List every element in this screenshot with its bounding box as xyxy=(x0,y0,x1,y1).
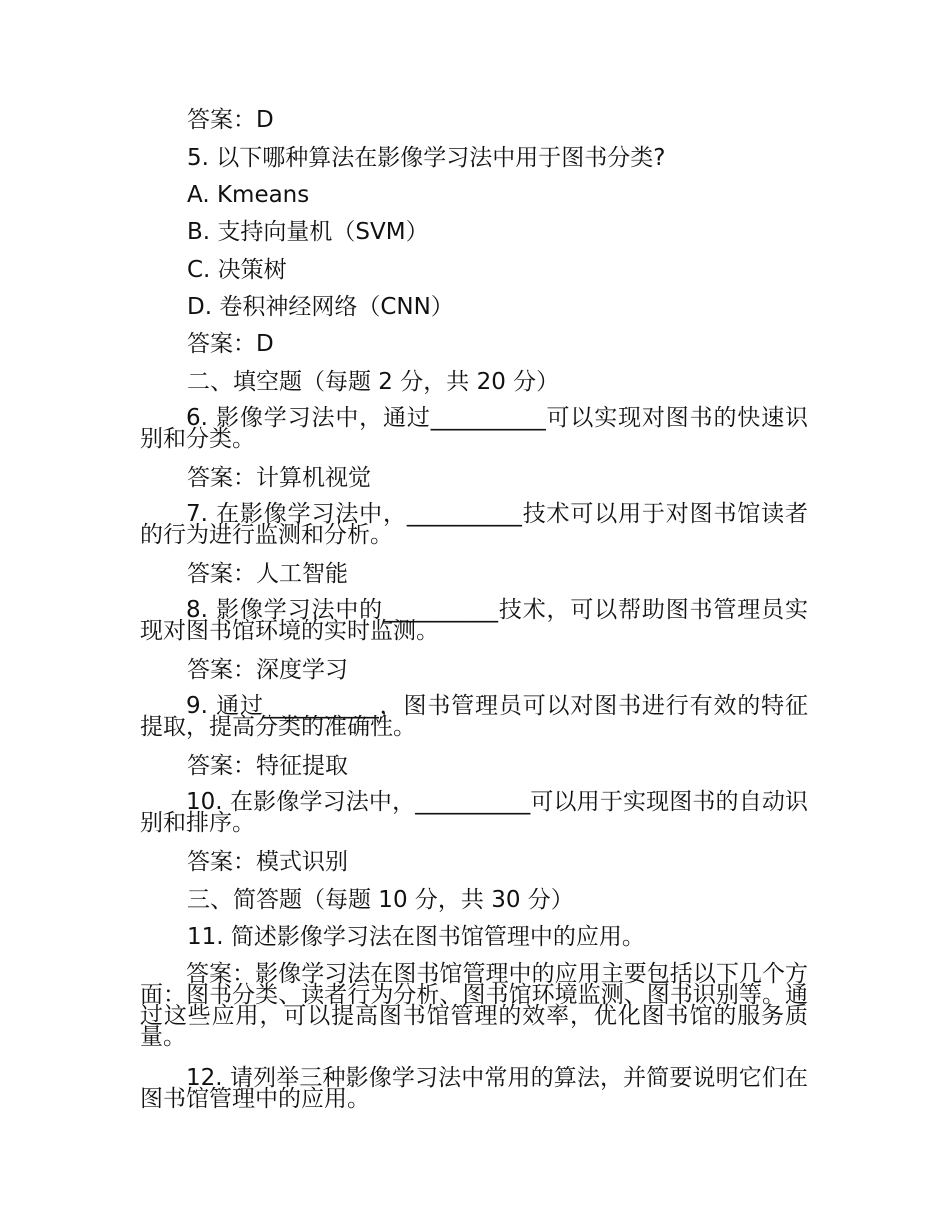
question-10: 10. 在影像学习法中，__________可以用于实现图书的自动识别和排序。 xyxy=(140,789,808,836)
answer-9: 答案：特征提取 xyxy=(187,753,348,779)
question-9: 9. 通过__________，图书管理员可以对图书进行有效的特征提取，提高分类的准确性。 xyxy=(140,693,808,740)
section-heading-short-answer: 三、简答题（每题 10 分，共 30 分） xyxy=(187,887,574,913)
question-7: 7. 在影像学习法中，__________技术可以用于对图书馆读者的行为进行监测和分析。 xyxy=(140,501,808,548)
answer-10: 答案：模式识别 xyxy=(187,849,348,875)
option-a: A. Kmeans xyxy=(187,182,310,208)
question-5: 5. 以下哪种算法在影像学习法中用于图书分类? xyxy=(187,145,666,171)
option-c: C. 决策树 xyxy=(187,257,287,283)
answer-7: 答案：人工智能 xyxy=(187,561,348,587)
section-heading-fill-in: 二、填空题（每题 2 分，共 20 分） xyxy=(187,369,560,395)
question-12: 12. 请列举三种影像学习法中常用的算法，并简要说明它们在图书馆管理中的应用。 xyxy=(140,1065,808,1112)
question-11: 11. 简述影像学习法在图书馆管理中的应用。 xyxy=(187,924,645,950)
option-d: D. 卷积神经网络（CNN） xyxy=(187,294,454,320)
question-6: 6. 影像学习法中，通过__________可以实现对图书的快速识别和分类。 xyxy=(140,405,808,452)
option-b: B. 支持向量机（SVM） xyxy=(187,219,429,245)
answer-4: 答案：D xyxy=(187,107,274,133)
question-8: 8. 影像学习法中的__________技术，可以帮助图书管理员实现对图书馆环境的实时监测。 xyxy=(140,597,808,644)
answer-5: 答案：D xyxy=(187,331,274,357)
answer-6: 答案：计算机视觉 xyxy=(187,465,371,491)
answer-11: 答案：影像学习法在图书馆管理中的应用主要包括以下几个方面：图书分类、读者行为分析、图书馆环境监测、图书识别等。通过这些应用，可以提高图书馆管理的效率，优化图书馆的服务质量。 xyxy=(140,961,808,1050)
answer-8: 答案：深度学习 xyxy=(187,657,348,683)
